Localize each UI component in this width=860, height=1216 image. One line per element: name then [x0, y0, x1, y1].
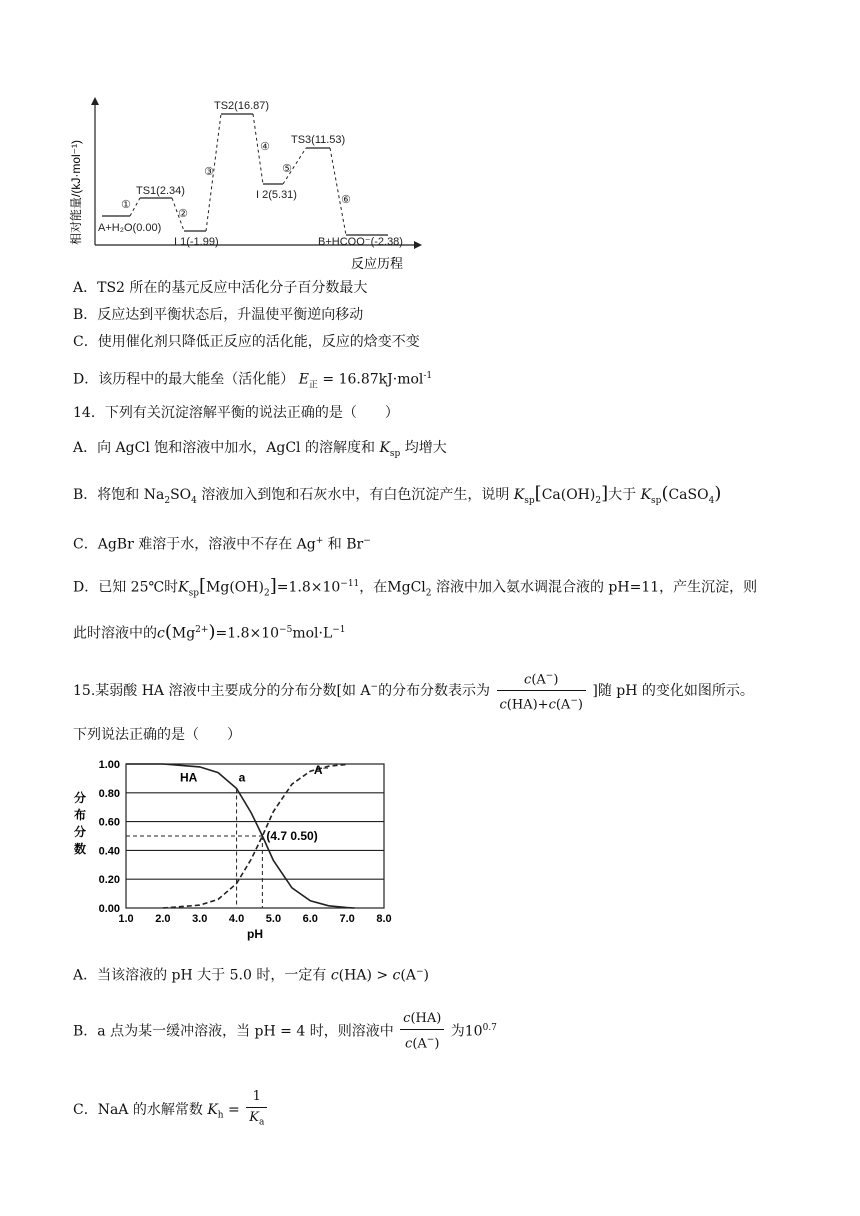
q13-option-d: D．该历程中的最大能垒（活化能） $E_正 = 16.87kJ\cdot mol^{-1}$: [73, 371, 433, 391]
y-axis-label-char: 分: [73, 825, 87, 839]
q14-stem: 14．下列有关沉淀溶解平衡的说法正确的是（ ）: [73, 405, 399, 421]
q15-option-a: A．当该溶液的 pH 大于 5.0 时，一定有 c(HA) > c(A−): [73, 967, 429, 984]
x-tick-label: 6.0: [302, 913, 318, 925]
x-tick-label: 3.0: [192, 913, 208, 925]
q14-option-a: A．向 AgCl 饱和溶液中加水，AgCl 的溶解度和 $K_{sp}$ 均增大: [73, 440, 447, 459]
x-tick-label: 7.0: [339, 913, 355, 925]
annotation-label: a: [238, 770, 246, 785]
x-tick-label: 4.0: [228, 913, 245, 925]
q15-stem: 15.某弱酸 HA 溶液中主要成分的分布分数[如 A−的分布分数表示为 $\frac{c(A^-)}{c(HA)+c(A^-)}$ ]随 pH 的变化如图所示。: [73, 667, 754, 715]
step-label: ⑥: [341, 194, 351, 206]
energy-ylabel: 相对能量/(kJ·mol⁻¹): [69, 140, 83, 245]
y-axis-label-char: 布: [73, 808, 87, 822]
step-label: ①: [121, 199, 131, 211]
level-label: A+H₂O(0.00): [98, 222, 162, 234]
y-tick-label: 0.20: [98, 874, 120, 887]
q15-stem-2: 下列说法正确的是（ ）: [73, 727, 241, 743]
y-axis-label-char: 数: [73, 842, 87, 856]
y-tick-label: 0.00: [98, 903, 120, 915]
x-tick-label: 1.0: [118, 913, 134, 925]
q13-option-b: B．反应达到平衡状态后，升温使平衡逆向移动: [73, 307, 364, 323]
q14-option-d-line1: D．已知 25℃时$K_{sp}[Mg(OH)_2]=1.8\times 10^{-11}$，在MgCl$_2$ 溶液中加入氨水调混合液的 pH=11，产生沉淀，则: [73, 575, 758, 599]
step-label: ③: [204, 166, 214, 178]
q15-option-c: C．NaA 的水解常数 $K_h$ = $\frac{1}{K_a}$: [73, 1088, 269, 1132]
level-label: I 2(5.31): [256, 189, 297, 201]
step-label: ②: [178, 208, 188, 220]
level-label: TS1(2.34): [136, 185, 185, 197]
y-tick-label: 1.00: [98, 759, 120, 771]
energy-diagram: [68, 95, 428, 275]
series-label: A⁻: [313, 763, 329, 778]
q15-option-b: B．a 点为某一缓冲溶液，当 pH = 4 时，则溶液中 $\frac{c(HA)}{c(A^-)}$ 为$10^{0.7}$: [73, 1011, 497, 1052]
level-label: B+HCOO⁻(-2.38): [318, 236, 403, 248]
x-tick-label: 2.0: [155, 913, 171, 925]
q14-option-b: B．将饱和 $Na_2SO_4$ 溶液加入到饱和石灰水中，有白色沉淀产生，说明 $K_{sp}[Ca(OH)_2]$大于 $K_{sp}(CaSO_4)$: [73, 483, 722, 506]
y-tick-label: 0.80: [98, 787, 120, 800]
annotation-label: (4.7 0.50): [266, 829, 318, 843]
x-tick-label: 8.0: [376, 913, 392, 925]
series-label: HA: [179, 770, 198, 785]
q13-option-c: C．使用催化剂只降低正反应的活化能，反应的焓变不变: [73, 334, 420, 350]
q14-option-d-line2: 此时溶液中的$c(Mg^{2+})=1.8\times 10^{-5}mol\cdot L^{-1}$: [73, 621, 346, 643]
y-axis-label-char: 分: [73, 791, 87, 805]
level-label: I 1(-1.99): [174, 236, 219, 248]
level-label: TS3(11.53): [291, 134, 346, 146]
level-label: TS2(16.87): [214, 100, 270, 112]
y-tick-label: 0.40: [98, 845, 120, 858]
distribution-chart: [70, 752, 400, 948]
q14-option-c: C．AgBr 难溶于水，溶液中不存在 Ag+ 和 Br−: [73, 536, 371, 553]
x-axis-label: pH: [247, 927, 263, 941]
y-tick-label: 0.60: [98, 816, 120, 829]
energy-xlabel: 反应历程: [351, 256, 404, 271]
step-label: ④: [260, 141, 270, 153]
x-tick-label: 5.0: [265, 913, 282, 925]
q13-option-a: A．TS2 所在的基元反应中活化分子百分数最大: [73, 280, 368, 296]
step-label: ⑤: [282, 163, 292, 175]
